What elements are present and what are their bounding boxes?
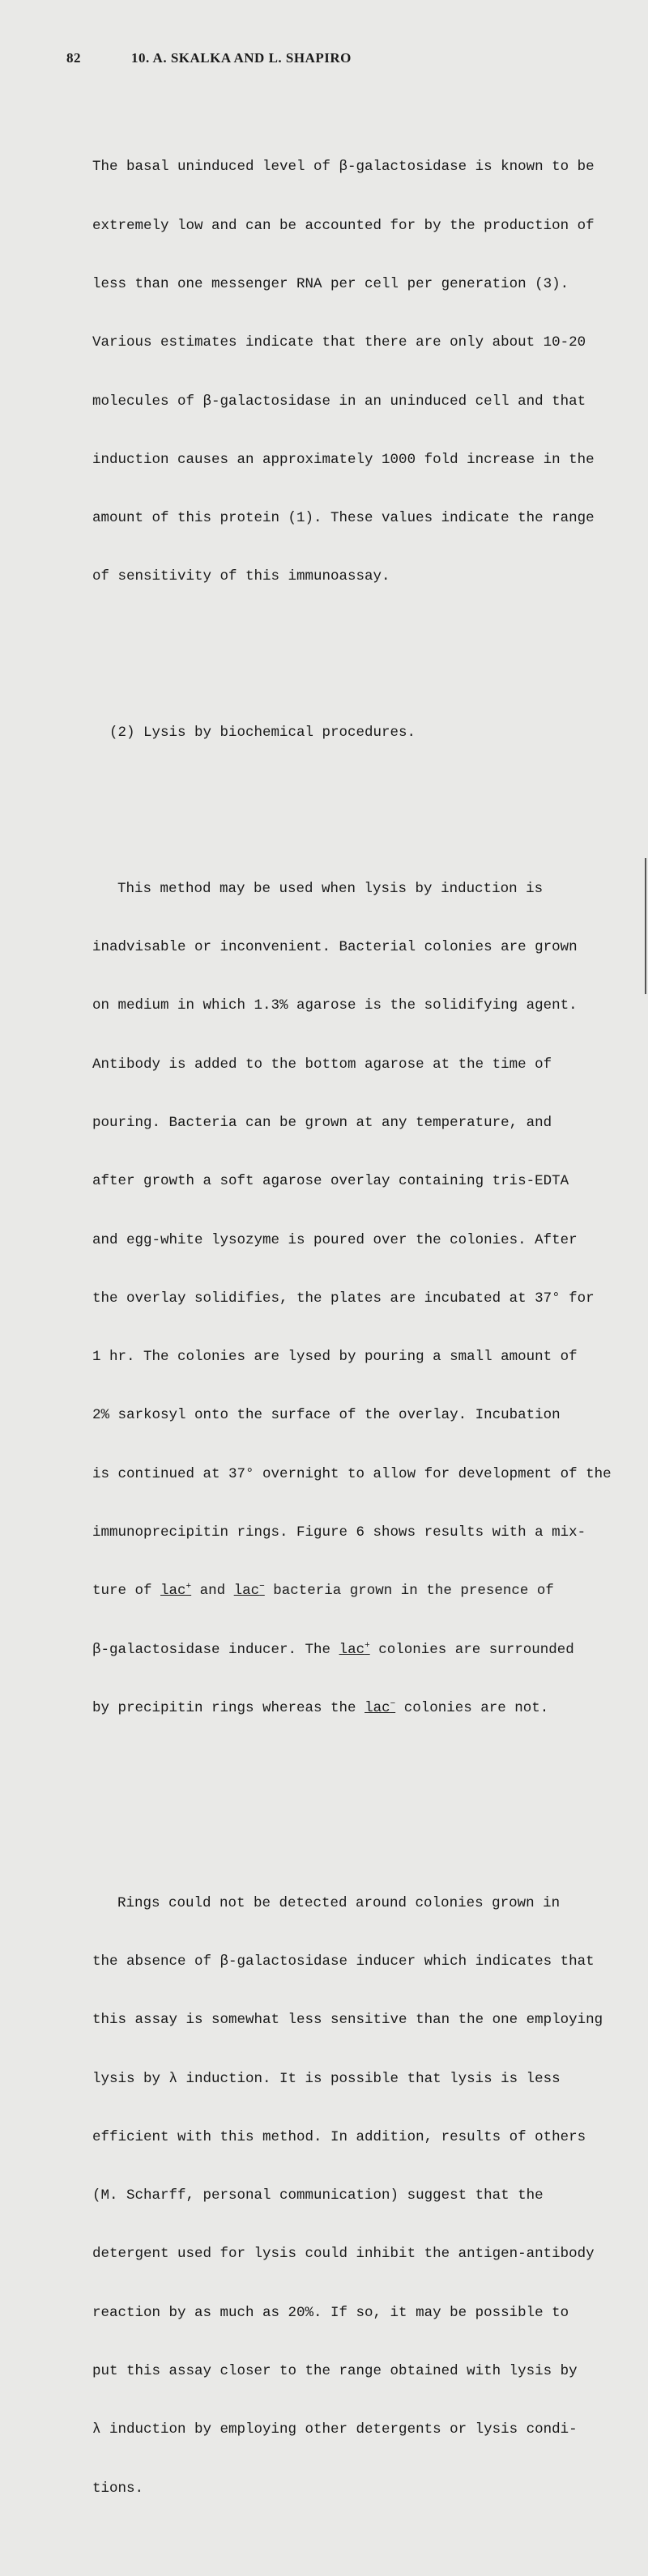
lac-plus-genotype: lac+	[160, 1582, 192, 1600]
text-line: 1 hr. The colonies are lysed by pouring a small amount of	[92, 1349, 578, 1366]
page-number: 82	[66, 50, 81, 66]
text-line: lysis by λ induction. It is possible that lysis is less	[92, 2070, 561, 2087]
section-heading: (2) Lysis by biochemical procedures.	[109, 725, 416, 742]
text-line: extremely low and can be accounted for by the production of	[92, 217, 595, 234]
text-line: This method may be used when lysis by induction is	[117, 880, 544, 897]
text-line: detergent used for lysis could inhibit the antigen-antibody	[92, 2246, 595, 2263]
text-line: Antibody is added to the bottom agarose at the time of	[92, 1056, 552, 1073]
text-line: 2% sarkosyl onto the surface of the overlay. Incubation	[92, 1407, 561, 1424]
text-line: on medium in which 1.3% agarose is the solidifying agent.	[92, 997, 578, 1014]
text-line: λ induction by employing other detergents or lysis condi-	[92, 2421, 578, 2438]
text-line: (M. Scharff, personal communication) suggest that the	[92, 2187, 544, 2204]
text-line: is continued at 37° overnight to allow for development of the	[92, 1465, 612, 1482]
lac-minus-genotype: lac−	[233, 1582, 265, 1600]
text-line: induction causes an approximately 1000 fold increase in the	[92, 451, 595, 468]
text-line: immunoprecipitin rings. Figure 6 shows results with a mix-	[92, 1524, 586, 1541]
text-line: amount of this protein (1). These values indicate the range	[92, 510, 595, 527]
lac-plus-genotype: lac+	[339, 1640, 370, 1658]
body-text	[92, 79, 635, 2576]
paragraph-2	[92, 840, 635, 1757]
text-line: put this assay closer to the range obtained with lysis by	[92, 2362, 578, 2379]
text-line: efficient with this method. In addition, results of others	[92, 2128, 586, 2145]
text-line: β-galactosidase inducer. The lac+ colonies are surrounded	[92, 1640, 574, 1658]
page-edge-line	[645, 858, 646, 994]
text-line: tions.	[92, 2480, 144, 2497]
text-line: The basal uninduced level of β-galactosidase is known to be	[92, 159, 595, 176]
text-line: reaction by as much as 20%. If so, it may be possible to	[92, 2304, 569, 2321]
running-title: 10. A. SKALKA AND L. SHAPIRO	[131, 50, 352, 66]
text-line: the absence of β-galactosidase inducer which indicates that	[92, 1953, 595, 1970]
text-line: inadvisable or inconvenient. Bacterial colonies are grown	[92, 939, 578, 956]
text-line: less than one messenger RNA per cell per generation (3).	[92, 275, 569, 292]
text-line: after growth a soft agarose overlay containing tris-EDTA	[92, 1173, 569, 1190]
text-line: Rings could not be detected around colonies grown in	[117, 1894, 561, 1911]
lac-minus-genotype: lac−	[364, 1698, 396, 1716]
text-line: ture of lac+ and lac− bacteria grown in the presence of	[92, 1582, 554, 1600]
text-line: this assay is somewhat less sensitive than the one employing	[92, 2012, 603, 2029]
text-line: molecules of β-galactosidase in an uninduced cell and that	[92, 393, 586, 410]
running-header	[66, 50, 352, 66]
text-line: pouring. Bacteria can be grown at any temperature, and	[92, 1114, 552, 1131]
paragraph-3	[92, 1855, 635, 2537]
paragraph-1	[92, 118, 635, 625]
text-line: by precipitin rings whereas the lac− colonies are not.	[92, 1698, 549, 1716]
text-line: Various estimates indicate that there are only about 10-20	[92, 334, 586, 351]
text-line: the overlay solidifies, the plates are incubated at 37° for	[92, 1290, 595, 1307]
text-line: of sensitivity of this immunoassay.	[92, 568, 390, 585]
text-line: and egg-white lysozyme is poured over the colonies. After	[92, 1231, 578, 1248]
